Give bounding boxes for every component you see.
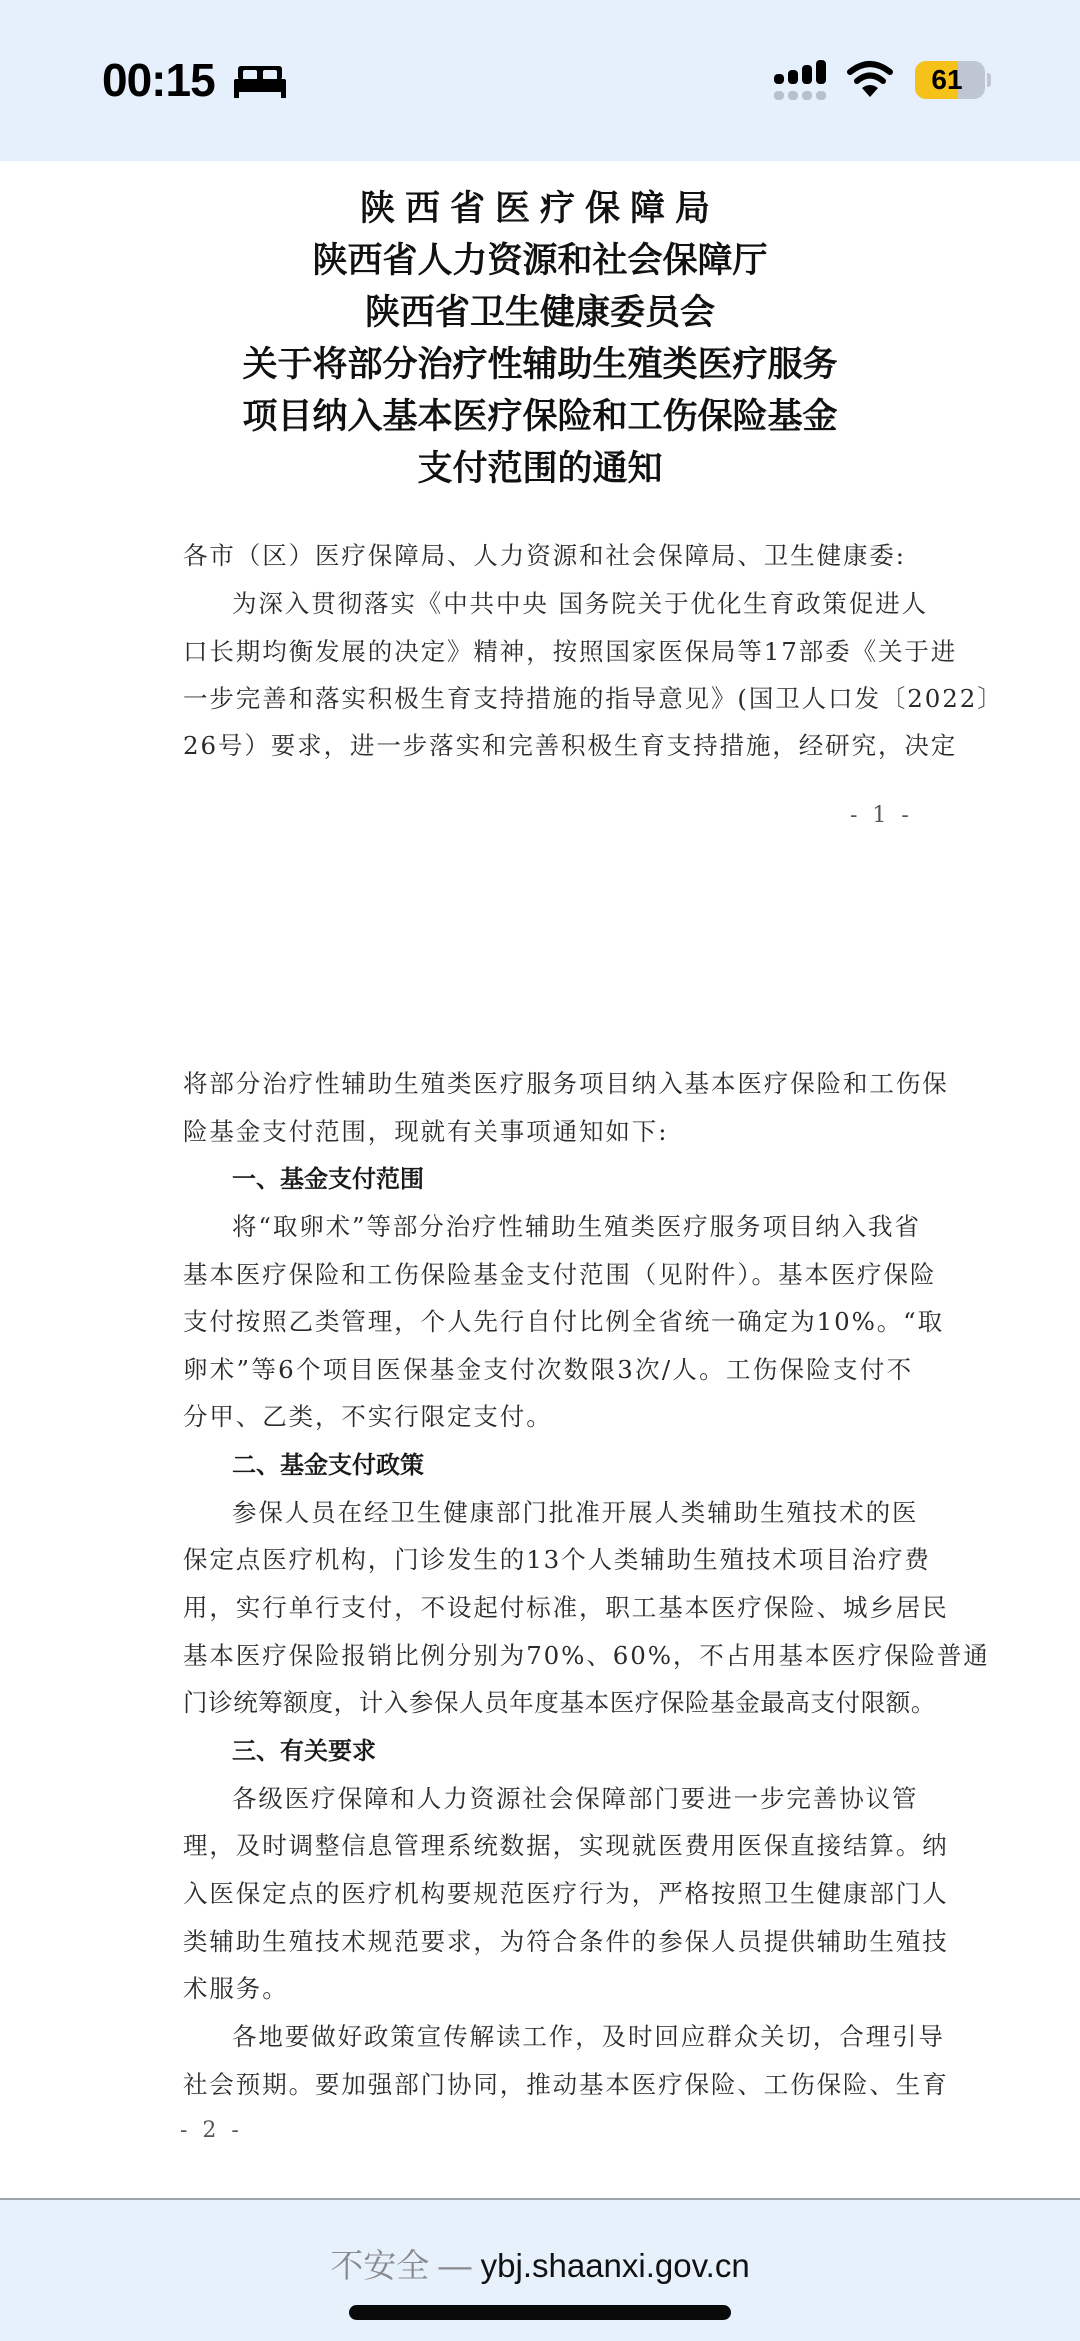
- body-line: 参保人员在经卫生健康部门批准开展人类辅助生殖技术的医: [232, 1498, 919, 1527]
- body-line: 口长期均衡发展的决定》精神，按照国家医保局等17部委《关于进: [183, 637, 958, 666]
- body-line: 社会预期。要加强部门协同，推动基本医疗保险、工伤保险、生育: [183, 2070, 949, 2099]
- battery-nub: [987, 73, 991, 87]
- browser-address-bar[interactable]: [0, 2198, 1080, 2341]
- body-line: 入医保定点的医疗机构要规范医疗行为，严格按照卫生健康部门人: [183, 1879, 949, 1908]
- body-line: 险基金支付范围，现就有关事项通知如下:: [183, 1117, 669, 1146]
- url-display[interactable]: [0, 2246, 1080, 2286]
- status-bar: [0, 0, 1080, 161]
- cellular-signal-icon: [773, 60, 829, 102]
- battery-indicator: [915, 61, 985, 99]
- body-line: 将“取卵术”等部分治疗性辅助生殖类医疗服务项目纳入我省: [232, 1212, 921, 1241]
- title-line: 陕西省人力资源和社会保障厅: [312, 240, 768, 281]
- body-line: 类辅助生殖技术规范要求，为符合条件的参保人员提供辅助生殖技: [183, 1927, 949, 1956]
- title-line: 陕西省卫生健康委员会: [364, 292, 715, 333]
- title-line: 支付范围的通知: [417, 448, 663, 489]
- document-viewer[interactable]: [0, 161, 1080, 2198]
- body-line: 保定点医疗机构，门诊发生的13个人类辅助生殖技术项目治疗费: [183, 1545, 931, 1574]
- battery-level: 61: [931, 64, 963, 95]
- page-number: - 2 -: [180, 2118, 243, 2143]
- body-line: 用，实行单行支付，不设起付标准，职工基本医疗保险、城乡居民: [183, 1593, 949, 1622]
- page-number: - 1 -: [850, 803, 913, 828]
- section-heading: 一、基金支付范围: [232, 1165, 424, 1193]
- url-separator: —: [438, 2247, 472, 2284]
- bed-icon: [232, 64, 288, 98]
- body-line: 基本医疗保险报销比例分别为70%、60%，不占用基本医疗保险普通: [183, 1641, 990, 1670]
- body-line: 支付按照乙类管理，个人先行自付比例全省统一确定为10%。“取: [183, 1307, 944, 1336]
- security-warning-label: 不安全: [330, 2247, 430, 2284]
- section-heading: 二、基金支付政策: [232, 1451, 424, 1479]
- body-line: 将部分治疗性辅助生殖类医疗服务项目纳入基本医疗保险和工伤保: [183, 1069, 949, 1098]
- document-title: [0, 183, 1080, 495]
- body-line: 卵术”等6个项目医保基金支付次数限3次/人。工伤保险支付不: [183, 1355, 913, 1384]
- body-line: 26号）要求，进一步落实和完善积极生育支持措施，经研究，决定: [183, 731, 958, 760]
- status-time: 00:15: [102, 54, 215, 106]
- body-line: 术服务。: [183, 1974, 289, 2003]
- title-line: 项目纳入基本医疗保险和工伤保险基金: [242, 396, 838, 437]
- body-line: 分甲、乙类，不实行限定支付。: [183, 1402, 553, 1431]
- body-line: 一步完善和落实积极生育支持措施的指导意见》(国卫人口发〔2022〕: [183, 684, 1004, 713]
- body-line: 理，及时调整信息管理系统数据，实现就医费用医保直接结算。纳: [183, 1831, 949, 1860]
- title-line: 关于将部分治疗性辅助生殖类医疗服务: [242, 344, 838, 385]
- title-line: 陕西省医疗保障局: [359, 188, 720, 229]
- addressee-line: 各市（区）医疗保障局、人力资源和社会保障局、卫生健康委:: [183, 541, 906, 570]
- home-indicator[interactable]: [349, 2305, 731, 2320]
- body-line: 各地要做好政策宣传解读工作，及时回应群众关切，合理引导: [232, 2022, 945, 2051]
- body-line: 各级医疗保障和人力资源社会保障部门要进一步完善协议管: [232, 1784, 919, 1813]
- body-line: 为深入贯彻落实《中共中央 国务院关于优化生育政策促进人: [232, 589, 929, 618]
- wifi-icon: [847, 60, 893, 98]
- body-line: 门诊统筹额度，计入参保人员年度基本医疗保险基金最高支付限额。: [183, 1688, 936, 1717]
- body-line: 基本医疗保险和工伤保险基金支付范围（见附件）。基本医疗保险: [183, 1260, 937, 1289]
- url-host: ybj.shaanxi.gov.cn: [480, 2247, 750, 2284]
- section-heading: 三、有关要求: [232, 1737, 376, 1765]
